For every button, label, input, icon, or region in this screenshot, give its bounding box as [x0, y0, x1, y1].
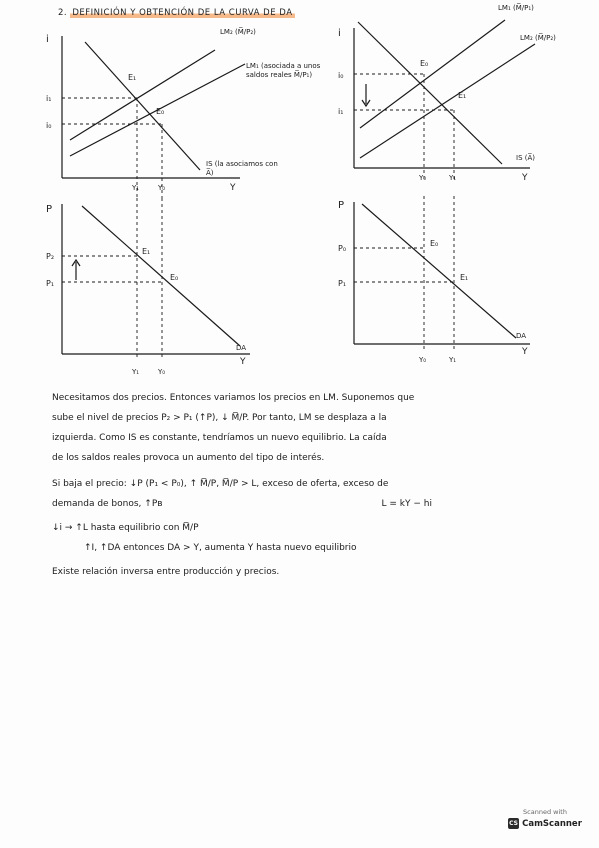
e1-label: E₁ — [128, 73, 137, 82]
note-line: ↑I, ↑DA entonces DA > Y, aumenta Y hasta nuevo equilibrio — [84, 543, 357, 553]
note-line: sube el nivel de precios P₂ > P₁ (↑P), ↓ M̅/P. Por tanto, LM se desplaza a la — [52, 413, 387, 423]
note-line: izquierda. Como IS es constante, tendríamos un nuevo equilibrio. La caída — [52, 433, 387, 443]
e1-label: E₁ — [460, 273, 469, 282]
explanation-text — [52, 388, 552, 582]
conclusion-line: Existe relación inversa entre producción y precios. — [52, 567, 280, 577]
y1-label: Y₁ — [132, 368, 140, 376]
money-demand-formula: L = kY − hi — [381, 499, 432, 509]
i-axis-label: i — [46, 34, 49, 45]
lm1-label: LM₁ (asociada a unos saldos reales M̅/P₁) — [246, 62, 321, 79]
p-axis-label: P — [46, 204, 53, 215]
i0-label: i₀ — [46, 121, 52, 130]
y0-label: Y₀ — [158, 368, 166, 376]
y0-label: Y₀ — [419, 356, 427, 364]
p2-label: P₂ — [46, 252, 55, 261]
e0-label: E₀ — [430, 239, 439, 248]
y-axis-label: Y — [230, 183, 236, 193]
e0-label: E₀ — [156, 107, 165, 116]
y-axis-label: Y — [522, 347, 528, 357]
graph-da-left — [40, 198, 280, 383]
y0-label: Y₀ — [419, 174, 427, 182]
e1-label: E₁ — [142, 247, 151, 256]
da-curve — [82, 206, 240, 346]
y-axis-label: Y — [522, 173, 528, 183]
p1-label: P₁ — [338, 279, 347, 288]
note-line: Necesitamos dos precios. Entonces variamos los precios en LM. Suponemos que — [52, 393, 415, 403]
note-line: Si baja el precio: ↓P (P₁ < P₀), ↑ M̅/P, M̅/P > L, exceso de oferta, exceso de — [52, 479, 389, 489]
y-axis-label: Y — [240, 357, 246, 367]
heading-title: DEFINICIÓN Y OBTENCIÓN DE LA CURVA DE DA — [72, 8, 293, 18]
da-label: DA — [236, 344, 247, 352]
note-line: ↓i → ↑L hasta equilibrio con M̅/P — [52, 523, 199, 533]
i0-label: i₀ — [338, 71, 344, 80]
i-axis-label: i — [338, 28, 341, 39]
note-line: demanda de bonos, ↑Pʙ — [52, 499, 163, 509]
scanned-with-text: Scanned with — [523, 808, 567, 816]
da-curve — [362, 204, 516, 338]
lm1-curve — [360, 20, 505, 128]
graph-islm-right — [330, 18, 570, 188]
lm2-curve — [70, 50, 215, 140]
y1-label: Y₁ — [132, 184, 140, 192]
p-axis-label: P — [338, 200, 345, 211]
lm1-label: LM₁ (M̅/P₁) — [498, 4, 534, 12]
y1-label: Y₁ — [449, 356, 457, 364]
lm2-label: LM₂ (M̅/P₂) — [220, 28, 256, 36]
y0-label: Y₀ — [158, 184, 166, 192]
lm2-curve — [360, 44, 535, 158]
is-label: IS (la asociamos con A̅) — [206, 160, 278, 177]
e1-label: E₁ — [458, 91, 467, 100]
is-curve — [358, 22, 502, 164]
y1-label: Y₁ — [449, 174, 457, 182]
i1-label: i₁ — [338, 107, 344, 116]
lm2-label: LM₂ (M̅/P₂) — [520, 34, 556, 42]
scanner-watermark — [504, 808, 586, 829]
note-line: de los saldos reales provoca un aumento del tipo de interés. — [52, 453, 325, 463]
heading-number: 2. — [58, 8, 68, 18]
i1-label: i₁ — [46, 94, 52, 103]
da-label: DA — [516, 332, 527, 340]
camscanner-logo-icon: CS — [509, 820, 519, 827]
is-label: IS (A̅) — [516, 154, 535, 162]
e0-label: E₀ — [170, 273, 179, 282]
e0-label: E₀ — [420, 59, 429, 68]
is-curve — [85, 42, 200, 170]
graph-da-right — [330, 196, 570, 371]
p0-label: P₀ — [338, 244, 347, 253]
p1-label: P₁ — [46, 279, 55, 288]
camscanner-brand: CamScanner — [522, 818, 582, 829]
section-heading — [58, 8, 295, 18]
